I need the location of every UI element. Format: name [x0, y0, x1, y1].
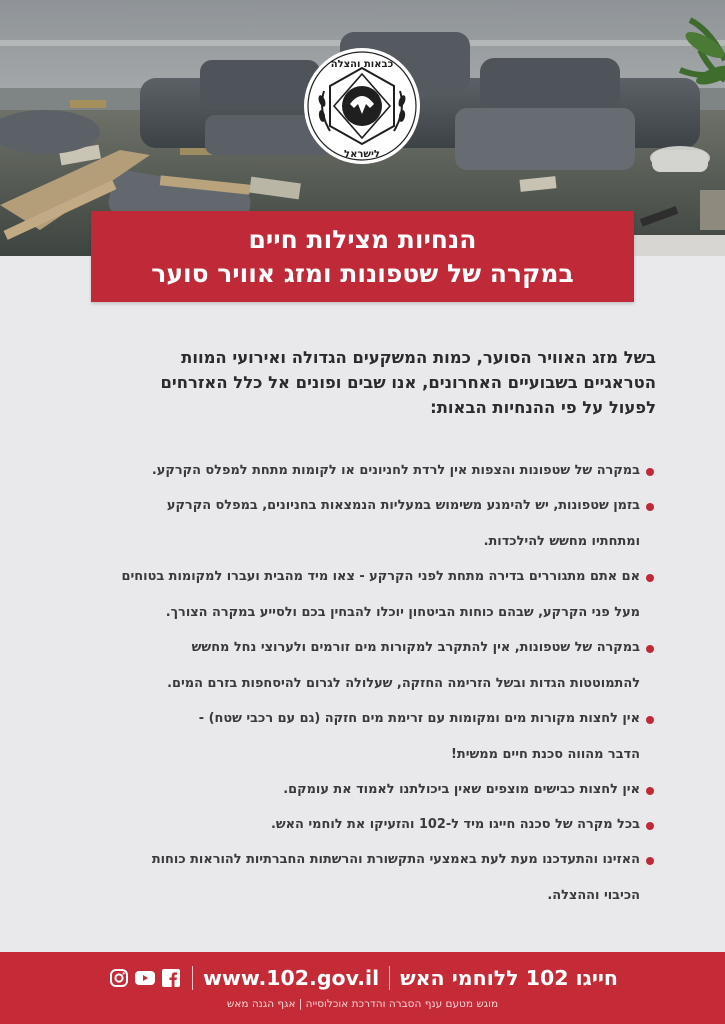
list-item — [40, 497, 654, 551]
list-item-text: הכיבוי וההצלה. — [547, 888, 640, 903]
list-item-text: אין לחצות כבישים מוצפים שאין ביכולתנו לאמוד את עומקם. — [283, 782, 640, 797]
footer-divider — [389, 966, 390, 990]
list-item — [40, 462, 654, 480]
list-item-text: מעל פני הקרקע, שבהם כוחות הביטחון יוכלו להבחין בכם ולסייע במקרה הצורך. — [165, 605, 640, 620]
intro-line-2: הטראגיים בשבועיים האחרונים, אנו שבים ופונים אל כלל האזרחים — [160, 373, 656, 392]
footer-divider — [192, 966, 193, 990]
bullet-icon — [646, 787, 654, 795]
bullet-icon — [646, 857, 654, 865]
list-item-text: האזינו והתעדכנו מעת לעת באמצעי התקשורת והרשתות החברתיות להוראות כוחות — [151, 852, 640, 867]
page-title-line-2: במקרה של שטפונות ומזג אוויר סוער — [151, 258, 574, 288]
page-title-line-1: הנחיות מצילות חיים — [248, 224, 477, 254]
hotline-text: חייגו 102 ללוחמי האש — [400, 966, 618, 990]
footer-contact-row — [108, 964, 618, 992]
list-item-text: בזמן שטפונות, יש להימנע משימוש במעליות הנמצאות בחניונים, במפלס הקרקע — [166, 498, 640, 513]
list-item — [40, 639, 654, 693]
list-item — [40, 851, 654, 905]
list-item-text: הדבר מהווה סכנת חיים ממשית! — [451, 747, 640, 762]
emblem-name-bottom: לישראל — [344, 149, 380, 160]
list-item-text: בכל מקרה של סכנה חייגו מיד ל-102 והזעיקו את לוחמי האש. — [270, 817, 640, 832]
list-item-text: ומתחתיו מחשש להילכדות. — [483, 534, 640, 549]
list-item — [40, 816, 654, 834]
list-item — [40, 568, 654, 622]
list-item-text: להתמוטטות הגדות ובשל הזרימה החזקה, שעלולה לגרום להיסחפות בזרם המים. — [167, 676, 640, 691]
facebook-icon[interactable] — [160, 967, 182, 989]
list-item — [40, 781, 654, 799]
footer-credits: מוגש מטעם ענף הסברה והדרכת אוכלוסייה | אגף הגנה מאש — [226, 998, 499, 1010]
fire-rescue-emblem — [302, 46, 422, 166]
website-link[interactable]: www.102.gov.il — [202, 966, 380, 990]
bullet-icon — [646, 645, 654, 653]
title-banner — [91, 211, 634, 302]
list-item-text: אם אתם מתגוררים בדירה מתחת לפני הקרקע - צאו מיד מהבית ועברו למקומות בטוחים — [121, 569, 640, 584]
bullet-icon — [646, 822, 654, 830]
intro-line-1: בשל מזג האוויר הסוער, כמות המשקעים הגדולה ואירועי המוות — [181, 348, 656, 367]
social-links — [108, 967, 182, 989]
list-item-text: אין לחצות מקורות מים ומקומות עם זרימת מים חזקה (גם עם רכבי שטח) - — [198, 711, 640, 726]
intro-paragraph — [60, 345, 656, 420]
list-item — [40, 710, 654, 764]
youtube-icon[interactable] — [134, 967, 156, 989]
intro-line-3: לפעול על פי ההנחיות הבאות: — [430, 398, 656, 417]
bullet-icon — [646, 574, 654, 582]
bullet-icon — [646, 468, 654, 476]
instructions-list — [40, 462, 654, 905]
instagram-icon[interactable] — [108, 967, 130, 989]
list-item-text: במקרה של שטפונות והצפות אין לרדת לחניונים או לקומות מתחת למפלס הקרקע. — [151, 463, 640, 478]
emblem-name-top: כבאות והצלה — [330, 59, 394, 70]
list-item-text: במקרה של שטפונות, אין להתקרב למקורות מים זורמים ולערוצי נחל מחשש — [191, 640, 640, 655]
bullet-icon — [646, 503, 654, 511]
bullet-icon — [646, 716, 654, 724]
